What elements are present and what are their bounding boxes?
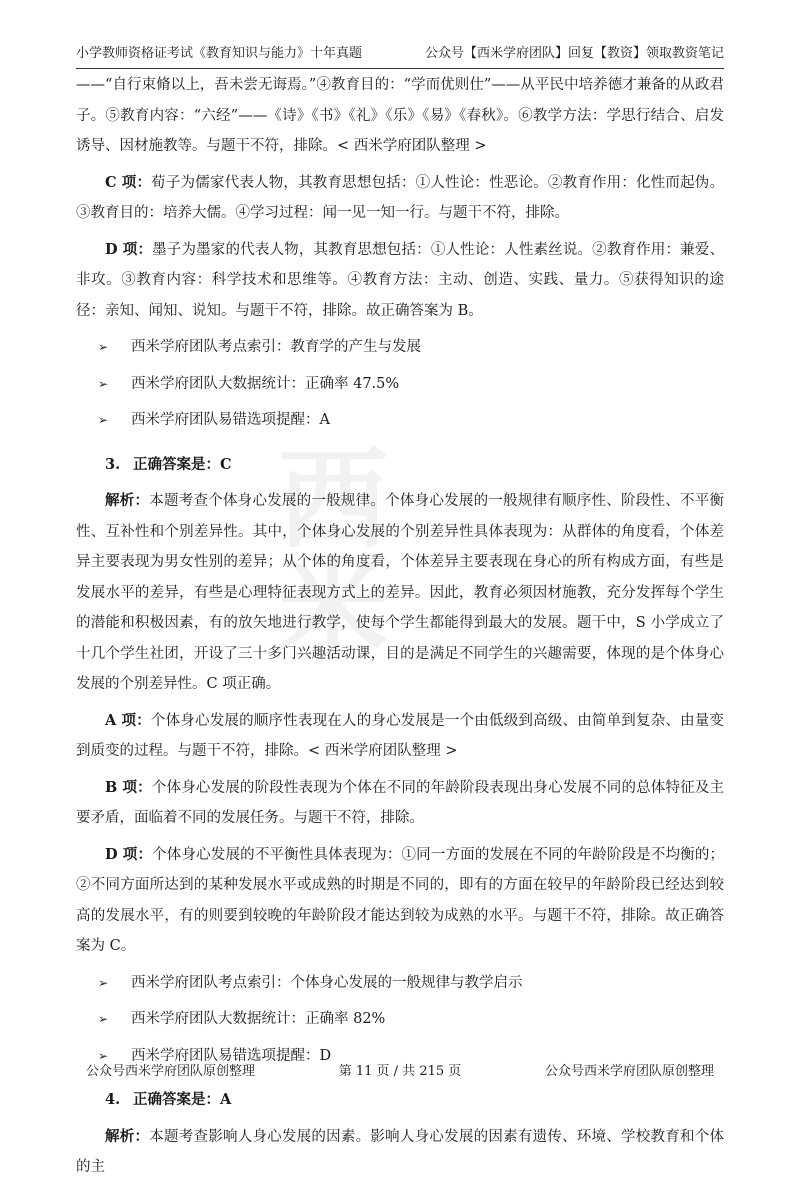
q3-option-d-label: D 项：	[105, 845, 153, 863]
q2-error-bullet	[76, 405, 724, 436]
question-4-analysis-text: 本题考查影响人身心发展的因素。影响人身心发展的因素有遗传、环境、学校教育和个体的主	[76, 1128, 724, 1175]
q3-index-bullet	[76, 968, 724, 999]
arrow-bullet-icon: ➢	[98, 1048, 109, 1063]
question-3-number: 3.	[105, 455, 121, 473]
question-4-analysis-label: 解析：	[105, 1127, 150, 1145]
question-4-number: 4.	[105, 1091, 121, 1108]
footer-right-note: 公众号西米学府团队原创整理	[544, 1064, 714, 1079]
question-3-answer: 正确答案是：C	[133, 455, 232, 473]
page-content	[76, 70, 724, 1189]
question-4-answer: 正确答案是：A	[133, 1091, 232, 1108]
question-3-analysis-label: 解析：	[105, 492, 150, 509]
arrow-bullet-icon: ➢	[98, 413, 109, 427]
page-header	[76, 40, 724, 69]
question-4-heading	[105, 1085, 724, 1116]
watermark-char-2: 米	[278, 545, 388, 674]
option-d-label: D 项：	[105, 240, 153, 258]
q3-option-d-analysis	[76, 840, 724, 962]
q3-option-b-analysis	[76, 773, 724, 834]
option-c-text: 荀子为儒家代表人物，其教育思想包括：①人性论：性恶论。②教育作用：化性而起伪。③教育目的：培养大儒。④学习过程：闻一见一知一行。与题干不符，排除。	[76, 174, 724, 221]
paragraph-confucius-continued: ——“自行束脩以上，吾未尝无诲焉。”④教育目的：“学而优则仕”——从平民中培养德才兼备的从政君子。⑤教育内容：“六经”——《诗》《书》《礼》《乐》《易》《春秋》。⑥教学方法：学思行结合、启发诱导、因材施教等。与题干不符，排除。< 西米学府团队整理 >	[76, 77, 724, 154]
question-3-analysis	[76, 486, 724, 700]
arrow-bullet-icon: ➢	[98, 340, 109, 354]
question-3-analysis-text: 本题考查个体身心发展的一般规律。个体身心发展的一般规律有顺序性、阶段性、不平衡性、互补性和个别差异性。其中，个体身心发展的个别差异性具体表现为：从群体的角度看，个体差异主要表现为男女性别的差异；从个体的角度看，个体差异主要表现在身心的所有构成方面，有些是发展水平的差异，有些是心理特征表现方式上的差异。因此，教育必须因材施教，充分发挥每个学生的潜能和积极因素，有的放矢地进行教学，使每个学生都能得到最大的发展。题干中，S 小学成立了十几个学生社团，开设了三十多门兴趣活动课，目的是满足不同学生的兴趣需要，体现的是个体身心发展的个别差异性。C 项正确。	[76, 493, 724, 692]
page-number: 第 11 页 / 共 215 页	[338, 1064, 462, 1079]
option-c-label: C 项：	[105, 173, 152, 191]
q3-option-a-text: 个体身心发展的顺序性表现在人的身心发展是一个由低级到高级、由简单到复杂、由量变到质变的过程。与题干不符，排除。< 西米学府团队整理 >	[76, 712, 724, 759]
q3-option-b-label: B 项：	[105, 778, 152, 796]
q3-error-text: 西米学府团队易错选项提醒：D	[131, 1047, 332, 1064]
watermark-char-1: 西	[278, 435, 388, 564]
question-3-heading	[105, 450, 724, 481]
option-d-text: 墨子为墨家的代表人物，其教育思想包括：①人性论：人性素丝说。②教育作用：兼爱、非攻。③教育内容：科学技术和思维等。④教育方法：主动、创造、实践、量力。⑤获得知识的途径：亲知、闻知、说知。与题干不符，排除。故正确答案为 B。	[76, 241, 725, 319]
header-left-title: 小学教师资格证考试《教育知识与能力》十年真题	[76, 46, 363, 61]
q3-option-d-text: 个体身心发展的不平衡性具体表现为：①同一方面的发展在不同的年龄阶段是不均衡的；②不同方面所达到的某种发展水平或成熟的时期是不同的，即有的方面在较早的年龄阶段已经达到较高的发展水平，有的则要到较晚的年龄阶段才能达到较为成熟的水平。与题干不符，排除。故正确答案为 C。	[76, 846, 725, 954]
q2-stats-bullet	[76, 369, 724, 400]
q3-option-b-text: 个体身心发展的阶段性表现为个体在不同的年龄阶段表现出身心发展不同的总体特征及主要矛盾，面临着不同的发展任务。与题干不符，排除。	[76, 779, 725, 826]
arrow-bullet-icon: ➢	[98, 1012, 109, 1026]
footer-left-note: 公众号西米学府团队原创整理	[86, 1064, 256, 1079]
option-d-analysis	[76, 235, 724, 327]
arrow-bullet-icon: ➢	[98, 975, 109, 990]
header-right-note: 公众号【西米学府团队】回复【教资】领取教资笔记	[424, 46, 724, 61]
q2-index-text: 西米学府团队考点索引：教育学的产生与发展	[131, 339, 421, 355]
q3-stats-text: 西米学府团队大数据统计：正确率 82%	[131, 1011, 386, 1027]
q2-error-text: 西米学府团队易错选项提醒：A	[131, 412, 330, 428]
q2-index-bullet	[76, 332, 724, 363]
q3-stats-bullet	[76, 1004, 724, 1035]
q3-index-text: 西米学府团队考点索引：个体身心发展的一般规律与教学启示	[131, 974, 523, 991]
option-c-analysis	[76, 168, 724, 229]
q3-option-a-label: A 项：	[105, 711, 151, 729]
question-4-analysis	[76, 1122, 724, 1183]
arrow-bullet-icon: ➢	[98, 376, 109, 391]
q2-stats-text: 西米学府团队大数据统计：正确率 47.5%	[131, 375, 400, 392]
q3-option-a-analysis	[76, 706, 724, 767]
